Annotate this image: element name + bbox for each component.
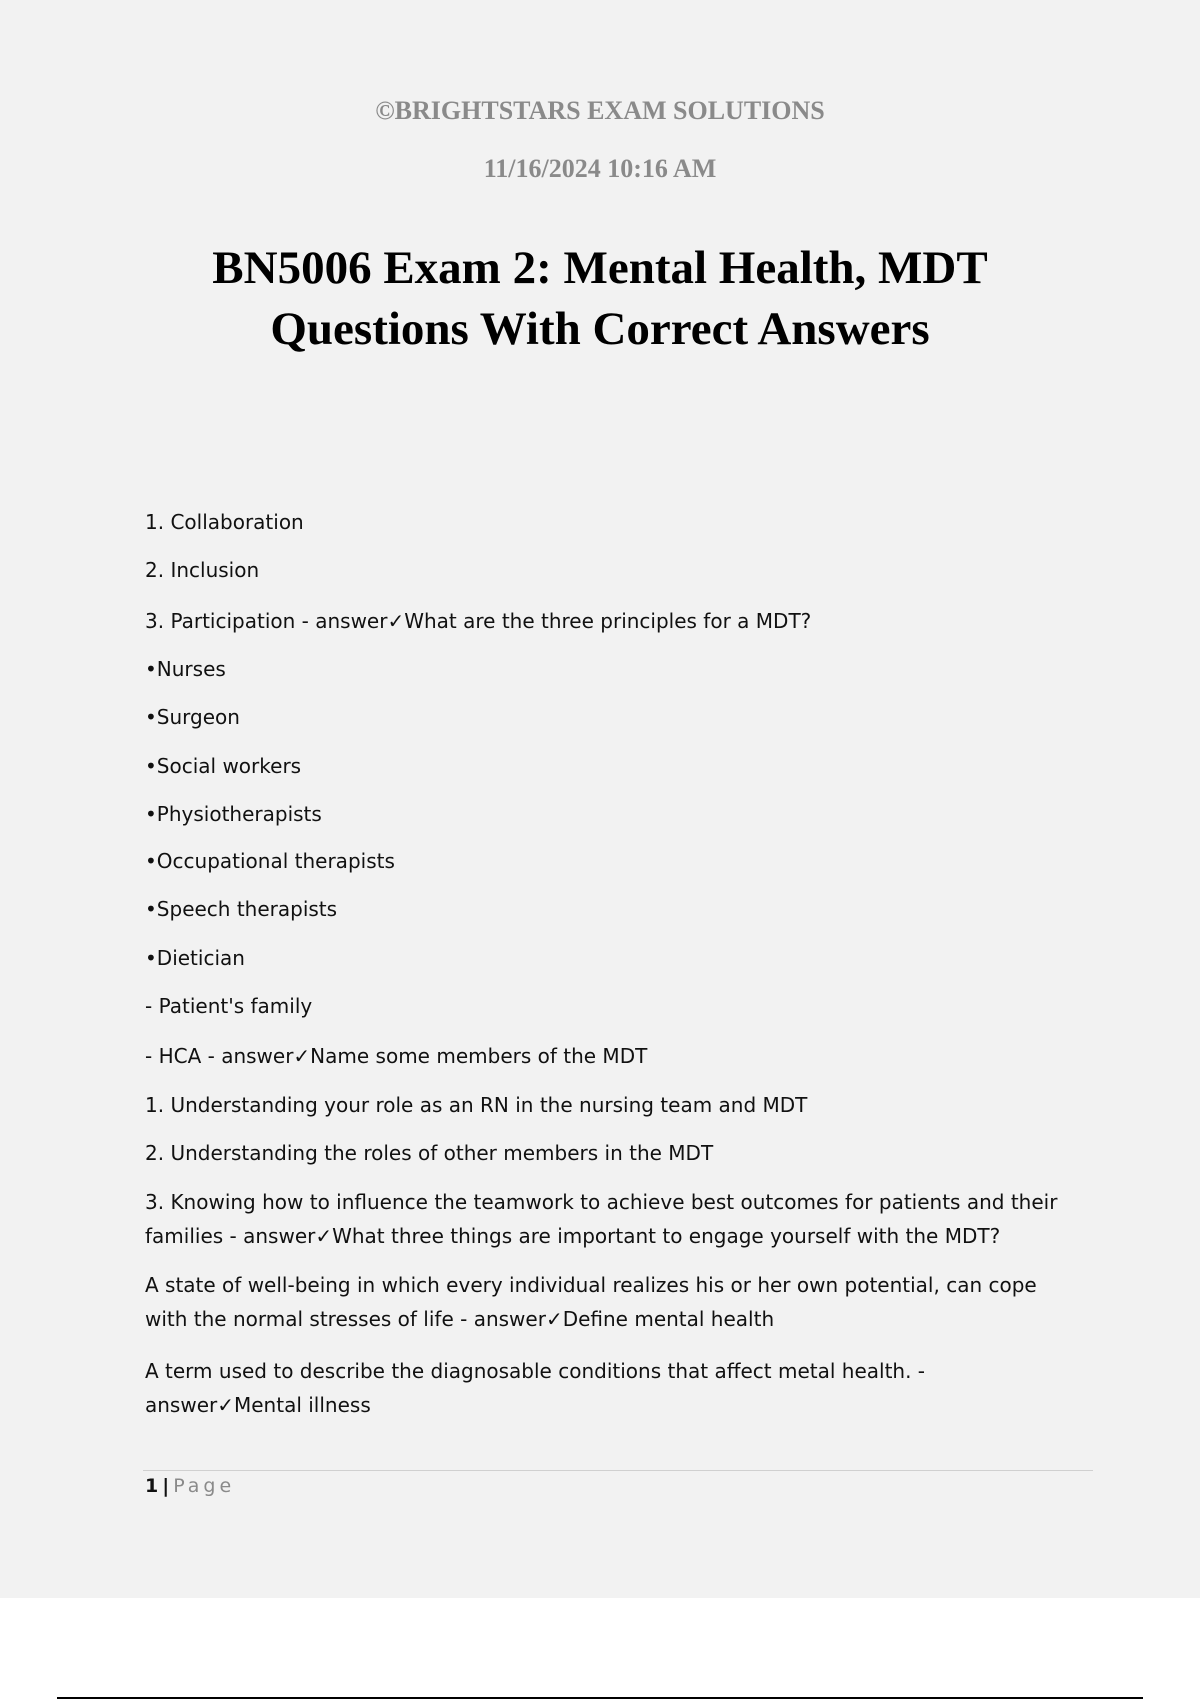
list-item: 3. Participation - answer✓What are the three principles for a MDT? [145, 609, 812, 633]
list-item: 2. Understanding the roles of other members in the MDT [145, 1141, 714, 1165]
page-label: Page [173, 1475, 236, 1497]
header-date: 11/16/2024 10:16 AM [483, 154, 717, 183]
list-item: •Nurses [145, 657, 226, 681]
header-brand: ©BRIGHTSTARS EXAM SOLUTIONS [375, 96, 825, 125]
list-item: A state of well-being in which every individual realizes his or her own potential, can cope with the normal stresses of life - answer✓Define mental health [145, 1273, 1037, 1331]
list-item: A term used to describe the diagnosable conditions that affect metal health. - answer✓Mental illness [145, 1359, 926, 1417]
list-item: 3. Knowing how to influence the teamwork to achieve best outcomes for patients and their families - answer✓What three things are important to engage yourself with the MDT? [145, 1190, 1058, 1248]
page-separator: | [162, 1475, 170, 1497]
list-item: 2. Inclusion [145, 558, 260, 582]
document-title-line-1: BN5006 Exam 2: Mental Health, MDT [212, 242, 988, 294]
list-item: •Surgeon [145, 705, 240, 729]
list-item: - Patient's family [145, 994, 313, 1018]
page-footer [145, 1473, 235, 1499]
list-item: •Occupational therapists [145, 849, 395, 873]
list-item: 1. Understanding your role as an RN in the nursing team and MDT [145, 1093, 808, 1117]
page-number: 1 [145, 1475, 159, 1497]
list-item: •Physiotherapists [145, 802, 322, 826]
list-item: - HCA - answer✓Name some members of the MDT [145, 1044, 648, 1068]
document-title [0, 238, 1200, 360]
list-item: •Social workers [145, 754, 302, 778]
list-item: 1. Collaboration [145, 510, 304, 534]
list-item: •Speech therapists [145, 897, 338, 921]
footer-divider [143, 1470, 1093, 1471]
bottom-divider [57, 1697, 1143, 1699]
document-title-line-2: Questions With Correct Answers [270, 303, 930, 355]
list-item: •Dietician [145, 946, 245, 970]
